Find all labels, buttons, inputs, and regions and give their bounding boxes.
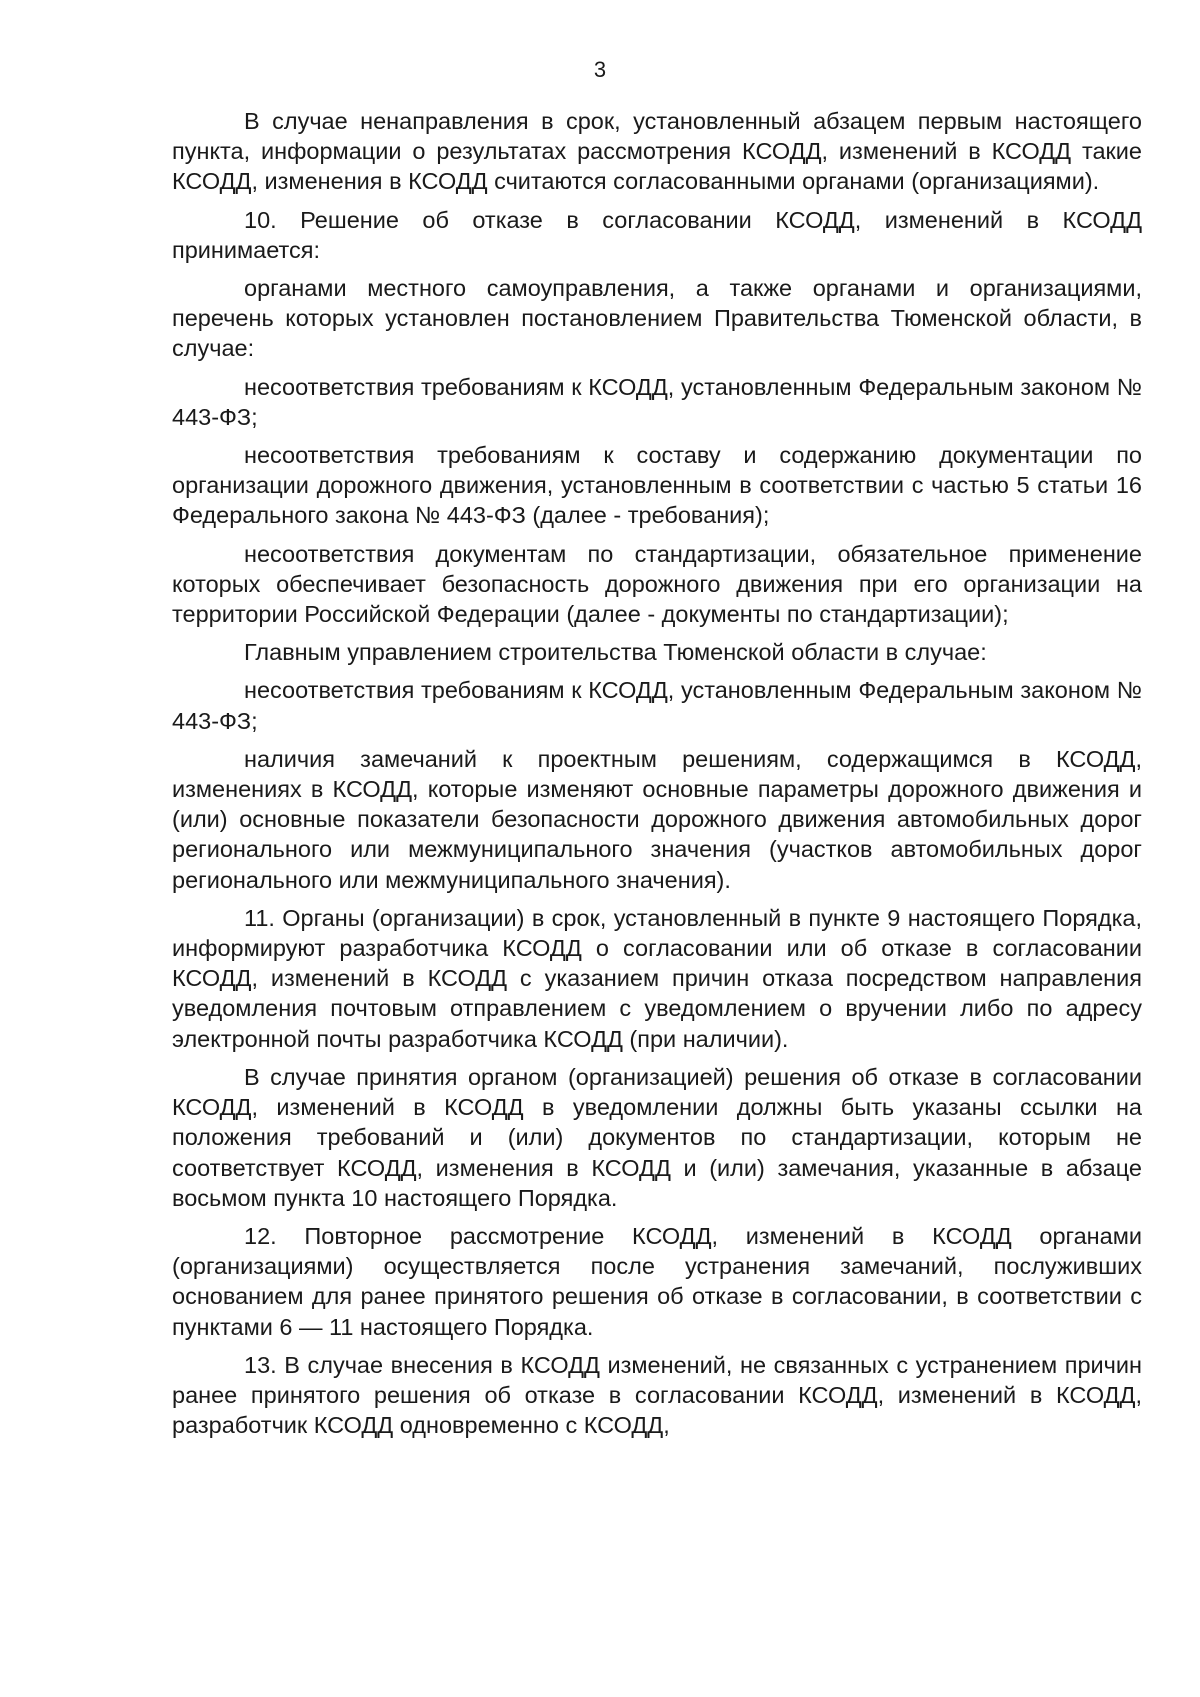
paragraph-11: В случае принятия органом (организацией) решения об отказе в согласовании КСОДД, изменений в КСОДД в уведомлении должны быть указаны ссылки на положения требований и (или) документов по стандартизации, которым не соответствует КСОДД, изменения в КСОДД и (или) замечания, указанные в абзаце восьмом пункта 10 настоящего Порядка. — [172, 1063, 1142, 1211]
paragraph-9: наличия замечаний к проектным решениям, содержащимся в КСОДД, изменениях в КСОДД, которые изменяют основные параметры дорожного движения и (или) основные показатели безопасности дорожного движения автомобильных дорог регионального или межмуниципального значения (участков автомобильных дорог регионального или межмуниципального значения). — [172, 745, 1142, 893]
paragraph-10: 11. Органы (организации) в срок, установленный в пункте 9 настоящего Порядка, информируют разработчика КСОДД о согласовании или об отказе в согласовании КСОДД, изменений в КСОДД с указанием причин отказа посредством направления уведомления почтовым отправлением с уведомлением о вручении либо по адресу электронной почты разработчика КСОДД (при наличии). — [172, 904, 1142, 1052]
paragraph-1: В случае ненаправления в срок, установленный абзацем первым настоящего пункта, информации о результатах рассмотрения КСОДД, изменений в КСОДД такие КСОДД, изменения в КСОДД считаются согласованными органами (организациями). — [172, 108, 1142, 195]
document-body — [172, 106, 1142, 1448]
paragraph-12: 12. Повторное рассмотрение КСОДД, изменений в КСОДД органами (организациями) осуществляется после устранения замечаний, послуживших основанием для ранее принятого решения об отказе в согласовании, в соответствии с пунктами 6 — 11 настоящего Порядка. — [172, 1222, 1142, 1340]
paragraph-4: несоответствия требованиям к КСОДД, установленным Федеральным законом № 443-ФЗ; — [172, 373, 1142, 430]
paragraph-6: несоответствия документам по стандартизации, обязательное применение которых обеспечивает безопасность дорожного движения при его организации на территории Российской Федерации (далее - документы по стандартизации); — [172, 540, 1142, 628]
paragraph-8: несоответствия требованиям к КСОДД, установленным Федеральным законом № 443-ФЗ; — [172, 677, 1142, 734]
paragraph-2: 10. Решение об отказе в согласовании КСОДД, изменений в КСОДД принимается: — [172, 206, 1142, 263]
page-number: 3 — [593, 57, 607, 82]
paragraph-7: Главным управлением строительства Тюменской области в случае: — [244, 639, 987, 666]
paragraph-5: несоответствия требованиям к составу и содержанию документации по организации дорожного движения, установленным в соответствии с частью 5 статьи 16 Федерального закона № 443-ФЗ (далее - требования); — [172, 442, 1142, 529]
paragraph-13: 13. В случае внесения в КСОДД изменений, не связанных с устранением причин ранее принятого решения об отказе в согласовании КСОДД, изменений в КСОДД, разработчик КСОДД одновременно с КСОДД, — [172, 1351, 1142, 1439]
paragraph-3: органами местного самоуправления, а также органами и организациями, перечень которых установлен постановлением Правительства Тюменской области, в случае: — [172, 275, 1142, 362]
